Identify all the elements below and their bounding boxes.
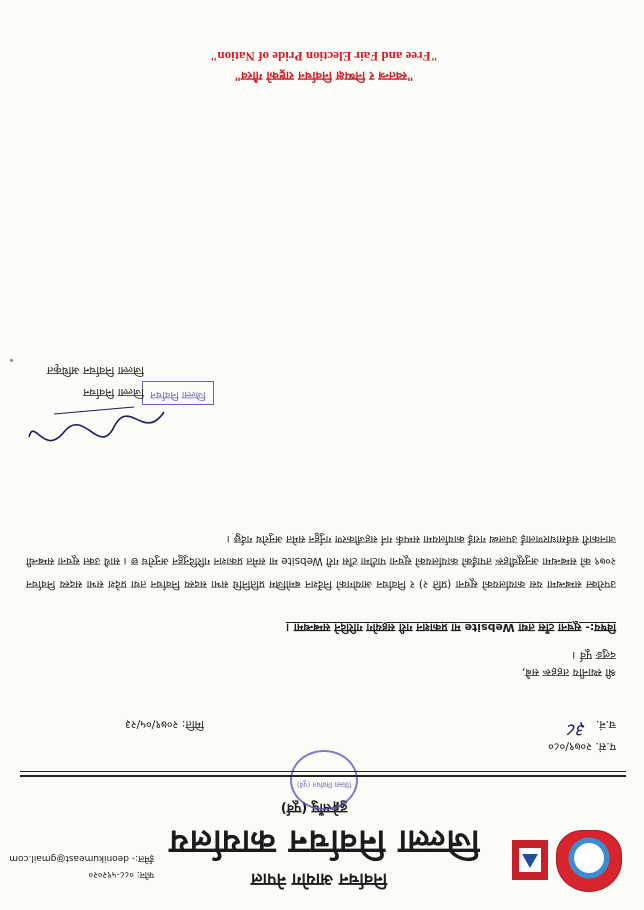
nepal-emblem-logo (556, 830, 622, 892)
addressee-line: श्री स्थानीय तहहरू सबै, (521, 666, 616, 679)
letter-number: प.सं. २०७९/०८० (548, 740, 616, 753)
signatory-name: जिल्ला निर्वाचन (83, 386, 144, 399)
letter-body: उपरोक्त सम्बन्धमा यस कार्यालयको सूचना (प्रति २) र निर्वाचन आयोगको निर्देशन बमोजिम प्रतिनिधि सभा सदस्य निर्वाचन तथा प्रदेश सभा सदस्य निर्वाचन २०७९ को सम्बन्धमा अनुसूचीहरू तपाईंको कार्यालयको सूचना पाटीमा टाँस गरी Website मा समेत प्रकाशन गरिदिनुहुन अनुरोध छ । साथै उक्त सूचना सम्बन्धी जानकारी सर्वसाधारणलाई उपलब्ध गराई कार्यालयमा सम्पर्क गर्न सहजीकरण गर्नुहुन समेत अनुरोध गर्दछु । (26, 533, 616, 590)
office-place: ढुङ्गेसाँघु (पूर्व) (280, 800, 348, 815)
slogan-nepali: "स्वतन्त्र र निष्पक्ष निर्वाचन राष्ट्रको गौरव" (234, 69, 414, 83)
margin-dot (10, 359, 13, 362)
email-address: ईमेल:- deonikumeast@gmail.com (9, 853, 154, 863)
election-logo-icon (512, 840, 548, 880)
phone-number: फोन: ०८८-५९२०२० (88, 869, 154, 879)
addressee-location: दलुङ पूर्व । (572, 649, 616, 662)
office-seal-stamp (290, 750, 358, 810)
letter-subject: विषय:- सूचना टाँस तथा Website मा प्रकाशन गरी सहयोग गरिदिने सम्बन्धमा । (285, 621, 616, 634)
dispatch-number-handwritten: ३८ (567, 719, 586, 740)
letter-date: मिति: २०७९/०५/२३ (125, 718, 204, 731)
seal-text: जिल्ला निर्वाचन (पूर्व) (296, 780, 352, 788)
signature-stamp: जिल्ला निर्वाचन (142, 381, 214, 405)
office-title: जिल्ला निर्वाचन कार्यालय (168, 823, 480, 862)
header-rule-thin (20, 771, 626, 772)
header-rule-thick (20, 775, 626, 777)
dispatch-number-label: च.नं. (595, 718, 616, 731)
signatory-title: जिल्ला निर्वाचन अधिकृत (46, 364, 144, 377)
slogan-english: "Free and Fair Election Pride of Nation" (210, 49, 438, 64)
commission-name: निर्वाचन आयोग नेपाल (251, 869, 387, 889)
